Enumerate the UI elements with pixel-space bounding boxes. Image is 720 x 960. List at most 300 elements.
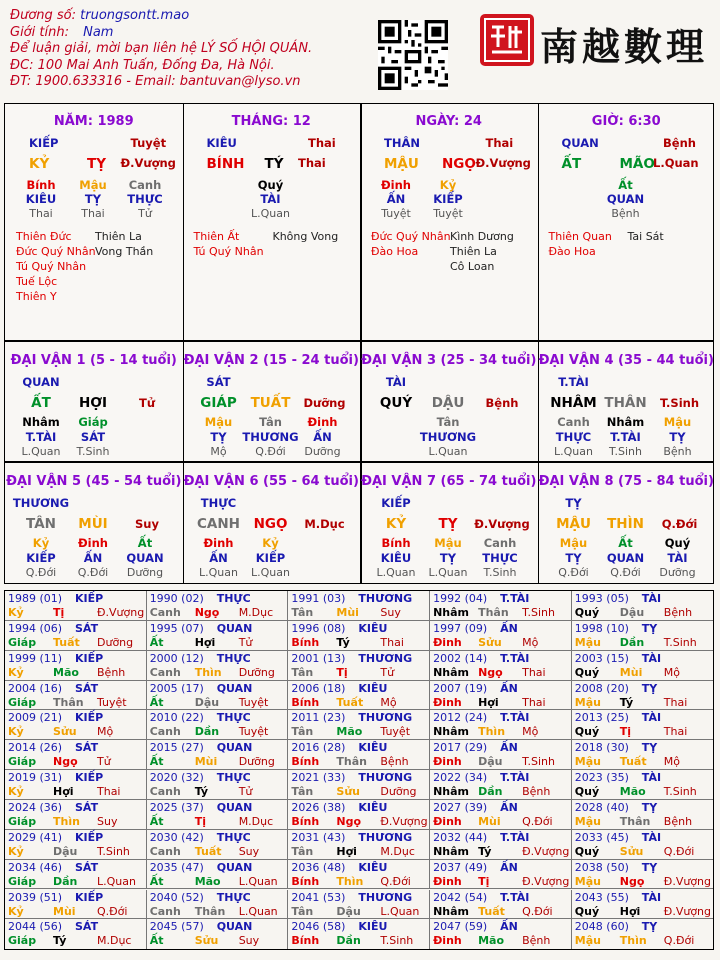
- pillar-can: KỶ: [29, 156, 50, 172]
- hidden-star: QUAN: [606, 551, 645, 565]
- year-star: THỰC: [216, 771, 251, 785]
- hidden-can: Bính: [26, 178, 56, 192]
- year-chi: Tuất: [619, 755, 647, 769]
- hidden-can: Canh: [128, 178, 162, 192]
- year-cell: [147, 710, 289, 740]
- god-star-right: Thiên La: [95, 230, 142, 243]
- year-chi: Hợi: [478, 695, 499, 709]
- year-star: THƯƠNG: [358, 830, 413, 844]
- year-cell: [430, 740, 572, 770]
- year-cell: [147, 770, 289, 800]
- year-label: 2009 (21): [8, 711, 63, 725]
- hidden-can: Nhâm: [22, 415, 60, 429]
- year-can: Nhâm: [433, 904, 470, 918]
- hidden-star: TỴ: [669, 430, 686, 444]
- year-chi: Tị: [478, 874, 490, 888]
- gender-value: Nam: [83, 24, 114, 40]
- dai-van-stage: M.Dục: [304, 517, 345, 531]
- year-chi: Dần: [336, 934, 361, 948]
- year-star: THỰC: [216, 830, 251, 844]
- hidden-can: Quý: [664, 536, 691, 550]
- dai-van-can: TÂN: [26, 516, 56, 532]
- hidden-star: T.TÀI: [25, 430, 57, 444]
- dai-van-can: GIÁP: [200, 395, 237, 411]
- year-star: TÀI: [641, 830, 662, 844]
- dai-van-chi: HỢI: [78, 395, 108, 411]
- pillar-star-stage: Tuyệt: [130, 136, 167, 150]
- dai-van-cell: [538, 340, 716, 461]
- year-star: SÁT: [75, 860, 99, 874]
- dai-van-star: KIẾP: [381, 496, 411, 510]
- year-cell: [147, 681, 289, 711]
- year-label: 1994 (06): [8, 621, 63, 635]
- year-chi: Thìn: [194, 665, 222, 679]
- year-label: 2040 (52): [149, 890, 204, 904]
- year-chi: Hợi: [194, 635, 216, 649]
- year-cell: [5, 621, 147, 651]
- year-can: Giáp: [8, 695, 37, 709]
- year-cell: [572, 890, 714, 920]
- god-star-right: Kình Dương: [450, 230, 514, 243]
- brand-logo: [478, 12, 708, 68]
- pillar-chi: TÝ: [264, 156, 284, 172]
- year-star: QUAN: [216, 621, 253, 635]
- dai-van-title: ĐẠI VẬN 6 (55 - 64 tuổi): [183, 474, 359, 489]
- hidden-stage: Tử: [138, 207, 152, 220]
- year-stage: Thai: [522, 665, 546, 679]
- hidden-star: TỴ: [84, 192, 102, 206]
- dai-van-cell: [5, 461, 183, 582]
- year-label: 2018 (30): [574, 741, 629, 755]
- year-can: Ất: [149, 635, 164, 649]
- year-can: Mậu: [574, 635, 601, 649]
- year-label: 2039 (51): [8, 890, 63, 904]
- year-chi: Mão: [478, 934, 505, 948]
- year-stage: Q.Đới: [522, 814, 553, 828]
- god-star-right: Tai Sát: [627, 230, 664, 243]
- year-label: 2010 (22): [149, 711, 204, 725]
- dai-van-can: ẤT: [31, 395, 51, 411]
- phone-line: ĐT: 1900.633316 - Email: bantuvan@lyso.vn: [10, 74, 301, 89]
- dai-van-cell: [360, 340, 538, 461]
- year-label: 2001 (13): [291, 651, 346, 665]
- hidden-star: THỰC: [482, 551, 518, 565]
- year-cell: [572, 740, 714, 770]
- year-cell: [147, 830, 289, 860]
- year-star: T.TÀI: [500, 651, 530, 665]
- year-can: Kỷ: [8, 665, 24, 679]
- year-stage: Đ.Vượng: [663, 904, 711, 918]
- year-stage: Q.Đới: [380, 874, 411, 888]
- year-can: Kỷ: [8, 725, 24, 739]
- year-cell: [5, 890, 147, 920]
- year-stage: Đ.Vượng: [380, 814, 428, 828]
- year-can: Bính: [291, 934, 320, 948]
- year-label: 2025 (37): [149, 800, 204, 814]
- hidden-stage: Dưỡng: [659, 566, 696, 579]
- god-star-left: Thiên Y: [16, 290, 57, 303]
- year-chi: Dậu: [619, 606, 645, 619]
- year-star: ẤN: [500, 681, 518, 695]
- year-stage: Thai: [663, 695, 688, 709]
- year-cell: [5, 710, 147, 740]
- year-cell: [288, 740, 430, 770]
- hidden-stage: L.Quan: [251, 207, 290, 220]
- year-chi: Thìn: [619, 934, 647, 948]
- year-label: 2033 (45): [574, 830, 629, 844]
- year-stage: Bệnh: [380, 755, 409, 769]
- year-stage: Q.Đới: [663, 934, 695, 948]
- dai-van-chi: THÌN: [607, 516, 644, 532]
- hidden-stage: L.Quan: [21, 445, 61, 458]
- year-cell: [430, 890, 572, 920]
- year-label: 1992 (04): [433, 592, 488, 605]
- dai-van-can: NHÂM: [550, 395, 597, 411]
- hidden-star: TỴ: [565, 551, 582, 565]
- year-stage: Mộ: [522, 725, 539, 739]
- year-stage: Bệnh: [97, 665, 126, 679]
- year-label: 2037 (49): [433, 860, 488, 874]
- year-star: KIẾP: [75, 890, 104, 904]
- year-can: Canh: [149, 844, 181, 858]
- year-cell: [430, 919, 572, 949]
- hidden-star: TÀI: [667, 551, 688, 565]
- year-stage: T.Sinh: [522, 606, 555, 619]
- year-label: 2041 (53): [291, 890, 346, 904]
- year-cell: [288, 651, 430, 681]
- hidden-can: Giáp: [78, 415, 108, 429]
- year-stage: T.Sinh: [380, 934, 414, 948]
- year-can: Canh: [149, 725, 181, 739]
- dai-van-cell: [360, 461, 538, 582]
- year-label: 2002 (14): [433, 651, 488, 665]
- pillar-title: NGÀY: 24: [415, 114, 482, 129]
- year-stage: Suy: [97, 814, 118, 828]
- pillar-cell: [5, 104, 183, 340]
- hidden-star: QUAN: [126, 551, 164, 565]
- year-star: THỰC: [216, 592, 251, 605]
- yearly-table: [4, 590, 714, 950]
- dai-van-stage: Tử: [138, 396, 156, 410]
- year-chi: Ngọ: [194, 606, 220, 619]
- year-star: KIẾP: [75, 592, 104, 605]
- year-label: 2038 (50): [574, 860, 629, 874]
- year-can: Giáp: [8, 814, 37, 828]
- year-can: Canh: [149, 904, 181, 918]
- year-star: SÁT: [75, 741, 99, 755]
- hidden-star: KIÊU: [25, 192, 57, 206]
- year-stage: Tử: [380, 665, 395, 679]
- year-star: SÁT: [75, 681, 99, 695]
- year-star: QUAN: [216, 920, 253, 934]
- year-chi: Mão: [53, 665, 79, 679]
- dai-van-title: ĐẠI VẬN 4 (35 - 44 tuổi): [538, 353, 714, 368]
- year-can: Ất: [149, 814, 164, 828]
- dai-van-star: TỴ: [565, 496, 582, 510]
- year-stage: M.Dục: [97, 934, 132, 948]
- year-star: T.TÀI: [500, 592, 530, 605]
- brand-text: 南越數理: [540, 24, 709, 69]
- hidden-star: KIẾP: [255, 551, 286, 565]
- hidden-can: Mậu: [663, 415, 692, 429]
- year-cell: [288, 710, 430, 740]
- year-can: Đinh: [433, 874, 462, 888]
- year-chi: Thân: [478, 606, 509, 619]
- year-chi: Dậu: [478, 755, 503, 769]
- year-cell: [572, 860, 714, 890]
- hidden-can: Tân: [259, 415, 282, 429]
- hidden-stage: T.Sinh: [483, 566, 517, 579]
- year-can: Canh: [149, 606, 181, 619]
- pillar-title: THÁNG: 12: [231, 114, 311, 129]
- year-label: 2017 (29): [433, 741, 488, 755]
- year-label: 2024 (36): [8, 800, 63, 814]
- year-stage: Q.Đới: [663, 844, 695, 858]
- year-stage: Q.Đới: [97, 904, 128, 918]
- hidden-stage: Thai: [81, 207, 105, 220]
- hidden-can: Mậu: [79, 178, 107, 192]
- year-stage: Tuyệt: [238, 695, 269, 709]
- year-star: KIÊU: [358, 860, 388, 874]
- year-can: Canh: [149, 785, 181, 799]
- year-chi: Thân: [619, 814, 651, 828]
- year-chi: Mão: [619, 785, 646, 799]
- hidden-can: Bính: [381, 536, 411, 550]
- year-can: Đinh: [433, 814, 462, 828]
- year-chi: Tuất: [336, 695, 364, 709]
- god-star-left: Thiên Quan: [548, 230, 612, 243]
- hidden-can: Ất: [618, 536, 633, 550]
- year-can: Nhâm: [433, 785, 470, 799]
- hidden-can: Tân: [436, 415, 460, 429]
- year-stage: Thai: [380, 635, 404, 649]
- year-star: KIÊU: [358, 920, 388, 934]
- hidden-star: ẤN: [209, 551, 228, 565]
- year-can: Nhâm: [433, 665, 470, 679]
- qr-code-icon[interactable]: [378, 20, 448, 90]
- year-chi: Ngọ: [619, 874, 645, 888]
- year-stage: M.Dục: [238, 814, 274, 828]
- year-label: 1991 (03): [291, 592, 346, 605]
- pillar-can: ẤT: [561, 156, 582, 172]
- hidden-stage: Thai: [29, 207, 53, 220]
- year-label: 2008 (20): [574, 681, 629, 695]
- hidden-star: QUAN: [606, 192, 645, 206]
- pillar-star-main: QUAN: [561, 136, 599, 150]
- year-label: 1993 (05): [574, 592, 629, 605]
- year-stage: Thai: [663, 725, 688, 739]
- year-can: Quý: [574, 665, 600, 679]
- year-cell: [5, 770, 147, 800]
- year-chi: Thân: [53, 695, 84, 709]
- pillar-stage: Đ.Vượng: [475, 156, 531, 170]
- hidden-can: Mậu: [434, 536, 462, 550]
- year-stage: Bệnh: [663, 606, 693, 619]
- year-cell: [5, 740, 147, 770]
- year-star: T.TÀI: [500, 711, 530, 725]
- year-chi: Tuất: [53, 635, 80, 649]
- year-stage: T.Sinh: [522, 755, 555, 769]
- gender-label: Giới tính:: [10, 24, 69, 40]
- year-cell: [572, 621, 714, 651]
- year-star: QUAN: [216, 800, 253, 814]
- year-chi: Thìn: [53, 814, 80, 828]
- dai-van-title: ĐẠI VẬN 3 (25 - 34 tuổi): [361, 353, 537, 368]
- year-chi: Mùi: [478, 814, 501, 828]
- hidden-stage: Tuyệt: [433, 207, 463, 220]
- year-stage: T.Sinh: [97, 844, 130, 858]
- year-can: Ất: [149, 934, 164, 948]
- god-star-left: Đức Quý Nhân: [371, 230, 451, 243]
- hidden-star: KIẾP: [433, 192, 463, 206]
- year-stage: Tử: [97, 755, 111, 769]
- year-stage: T.Sinh: [663, 785, 697, 799]
- year-star: THƯƠNG: [358, 771, 413, 785]
- year-label: 2026 (38): [291, 800, 346, 814]
- year-label: 2019 (31): [8, 771, 63, 785]
- pillar-chi: MÃO: [619, 156, 655, 172]
- year-star: ẤN: [500, 741, 518, 755]
- year-can: Tân: [291, 844, 314, 858]
- year-label: 2022 (34): [433, 771, 488, 785]
- year-chi: Tý: [194, 785, 209, 799]
- year-can: Mậu: [574, 874, 601, 888]
- year-star: TÀI: [641, 592, 662, 605]
- year-stage: Suy: [238, 844, 260, 858]
- year-can: Mậu: [574, 814, 601, 828]
- year-can: Tân: [291, 606, 314, 619]
- year-star: T.TÀI: [500, 830, 530, 844]
- year-label: 2046 (58): [291, 920, 346, 934]
- pillar-star-main: KIẾP: [29, 136, 59, 150]
- year-label: 2035 (47): [149, 860, 204, 874]
- domain-label: Đương số:: [10, 8, 76, 23]
- year-cell: [5, 681, 147, 711]
- hidden-can: Canh: [483, 536, 517, 550]
- year-label: 2044 (56): [8, 920, 63, 934]
- year-chi: Thìn: [478, 725, 506, 739]
- year-can: Tân: [291, 904, 314, 918]
- year-can: Quý: [574, 606, 600, 619]
- year-star: KIẾP: [75, 771, 104, 785]
- year-label: 2014 (26): [8, 741, 63, 755]
- pillar-cell: [538, 104, 716, 340]
- pillar-star-stage: Thai: [485, 136, 514, 150]
- year-star: QUAN: [216, 681, 253, 695]
- bazi-chart: [4, 103, 714, 584]
- hidden-stage: Q.Đới: [25, 566, 57, 579]
- year-cell: [430, 860, 572, 890]
- year-cell: [147, 591, 289, 621]
- god-star-left: Tú Quý Nhân: [16, 260, 87, 273]
- year-can: Mậu: [574, 755, 601, 769]
- year-star: TỴ: [641, 681, 658, 695]
- hidden-can: Ất: [618, 178, 633, 192]
- year-chi: Thân: [194, 904, 226, 918]
- hidden-star: THỰC: [127, 192, 163, 206]
- dai-van-title: ĐẠI VẬN 1 (5 - 14 tuổi): [10, 353, 177, 368]
- pillar-star-stage: Bệnh: [663, 136, 696, 150]
- hidden-stage: Q.Đới: [610, 566, 641, 579]
- year-label: 2015 (27): [149, 741, 204, 755]
- dai-van-chi: TỴ: [438, 516, 458, 532]
- pillar-cell: [183, 104, 361, 340]
- dai-van-star: T.TÀI: [558, 375, 589, 389]
- year-cell: [572, 919, 714, 949]
- year-can: Ất: [149, 874, 164, 888]
- year-chi: Hợi: [619, 904, 641, 918]
- year-cell: [147, 651, 289, 681]
- hidden-stage: Bệnh: [611, 207, 640, 220]
- year-cell: [147, 919, 289, 949]
- year-can: Kỷ: [8, 606, 24, 619]
- pillar-stage: Thai: [298, 156, 326, 170]
- year-chi: Hợi: [53, 785, 74, 799]
- year-star: KIÊU: [358, 681, 388, 695]
- year-cell: [430, 830, 572, 860]
- year-cell: [5, 919, 147, 949]
- year-star: THƯƠNG: [358, 890, 413, 904]
- year-chi: Dần: [619, 635, 645, 649]
- god-star-left: Đào Hoa: [548, 245, 596, 258]
- year-star: TỴ: [641, 920, 658, 934]
- year-star: THỰC: [216, 890, 251, 904]
- year-label: 2036 (48): [291, 860, 346, 874]
- year-cell: [147, 800, 289, 830]
- hidden-stage: T.Sinh: [609, 445, 642, 458]
- domain-line: [10, 8, 312, 25]
- pillar-star-main: KIÊU: [206, 136, 237, 150]
- year-cell: [5, 860, 147, 890]
- year-cell: [288, 919, 430, 949]
- dai-van-stage: T.Sinh: [659, 396, 700, 410]
- pillar-star-stage: Thai: [308, 136, 336, 150]
- god-star-right: Cô Loan: [450, 260, 495, 273]
- year-can: Mậu: [574, 695, 601, 709]
- dai-van-cell: [5, 340, 183, 461]
- year-stage: L.Quan: [238, 904, 278, 918]
- year-star: SÁT: [75, 800, 99, 814]
- year-star: TỴ: [641, 741, 658, 755]
- year-chi: Dậu: [194, 695, 220, 709]
- year-cell: [5, 830, 147, 860]
- hidden-stage: Q.Đới: [255, 445, 286, 458]
- year-label: 2013 (25): [574, 711, 629, 725]
- year-cell: [288, 800, 430, 830]
- year-can: Bính: [291, 755, 320, 769]
- year-label: 1990 (02): [149, 592, 204, 605]
- year-star: TÀI: [641, 890, 662, 904]
- year-chi: Tý: [619, 695, 634, 709]
- year-can: Bính: [291, 814, 320, 828]
- year-chi: Sửu: [336, 785, 360, 799]
- year-cell: [572, 830, 714, 860]
- year-stage: Tử: [238, 635, 253, 649]
- year-chi: Mùi: [53, 904, 76, 918]
- dai-van-star: THỰC: [200, 496, 237, 510]
- dai-van-chi: MÙI: [78, 516, 108, 532]
- god-star-right: Không Vong: [272, 230, 339, 243]
- year-label: 2043 (55): [574, 890, 629, 904]
- year-chi: Sửu: [478, 635, 502, 649]
- dai-van-star: SÁT: [206, 375, 231, 389]
- year-stage: Đ.Vượng: [522, 844, 570, 858]
- year-star: KIÊU: [358, 741, 388, 755]
- year-stage: M.Dục: [380, 844, 415, 858]
- year-star: ẤN: [500, 800, 518, 814]
- year-can: Tân: [291, 725, 314, 739]
- pillar-chi: TỴ: [87, 156, 106, 172]
